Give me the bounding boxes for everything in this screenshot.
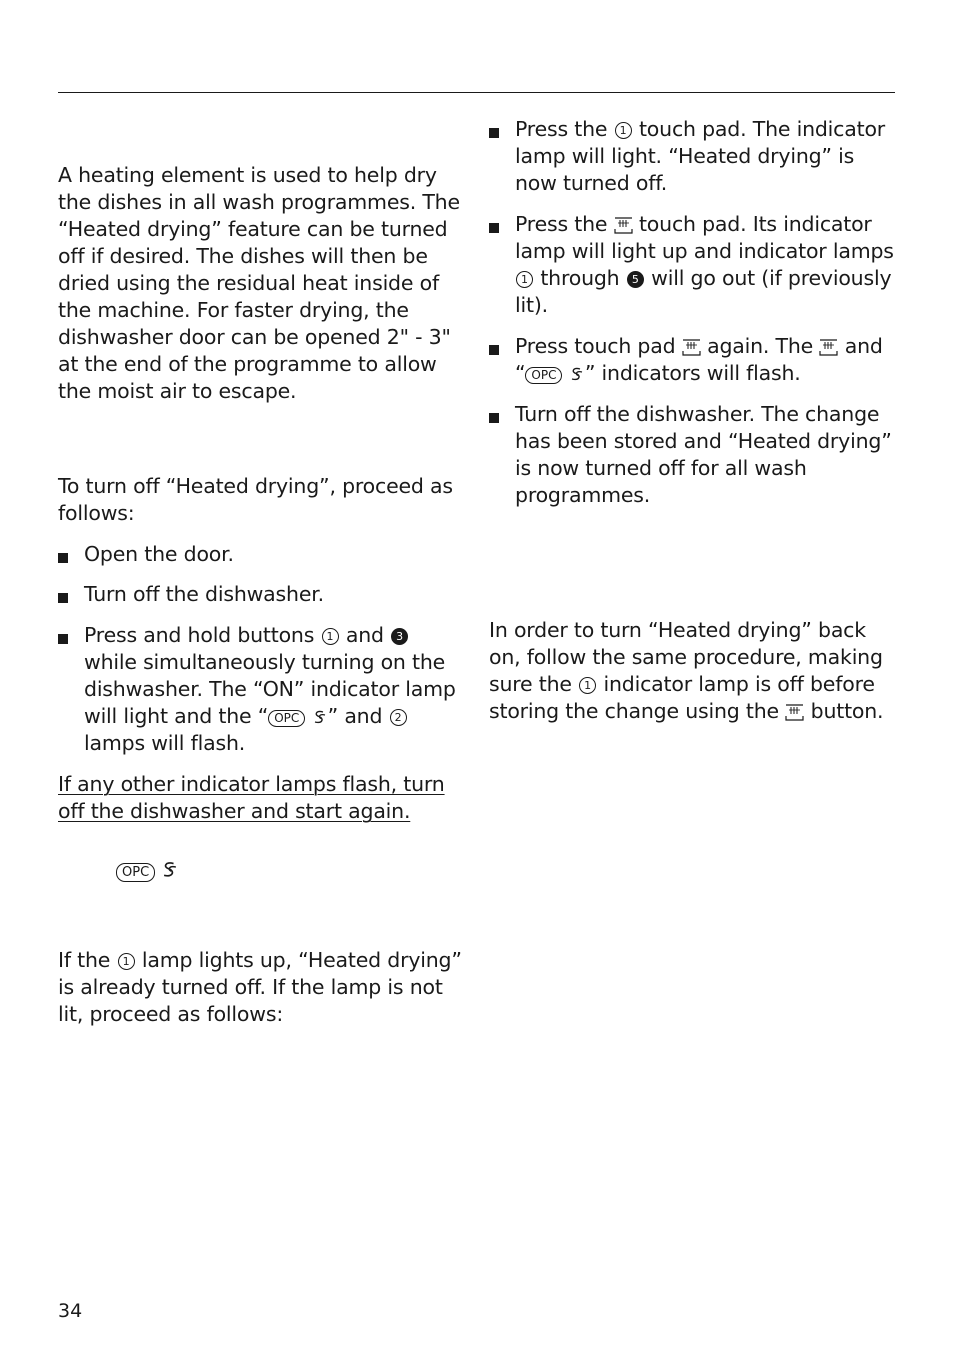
right-column [489,116,894,725]
store-program-icon [819,336,838,356]
store-program-icon [614,214,633,234]
swirl-icon [569,366,585,383]
step-turn-off-text: Turn off the dishwasher. [84,582,324,606]
swirl-icon [312,709,328,726]
back-on-text: In order to turn “Heated drying” back on, follow the same procedure, making sure the [489,618,883,696]
button-3-symbol: 3 [391,628,408,645]
step-text: ” indicators will flash. [584,361,801,385]
warning-note: If any other indicator lamps flash, turn off the dishwasher and start again. [58,772,445,823]
button-1-symbol: 1 [118,953,135,970]
step-text: ” and [327,704,383,728]
back-on-text: button. [810,699,884,723]
step-open-door-text: Open the door. [84,542,234,566]
lamp-check-text-b: lamp lights up, “Heated drying” is already turned off. If the lamp is not lit, proceed as follows: [58,948,462,1026]
opc-symbol-heading [116,860,180,882]
step-press-store [489,211,894,319]
step-text: while simultaneously turning on the dishwasher. The “ON” indicator lamp will light and the “ [84,650,456,728]
lamp-check-text-a: If the [58,948,111,972]
step-press-again [489,333,894,387]
button-2-symbol: 2 [390,709,407,726]
button-1-symbol: 1 [322,628,339,645]
button-1-symbol: 1 [579,677,596,694]
button-1-symbol: 1 [516,271,533,288]
button-1-symbol: 1 [615,122,632,139]
lamp-check-paragraph [58,947,468,1028]
step-turn-off-store [489,401,894,509]
proceed-paragraph: To turn off “Heated drying”, proceed as follows: [58,474,453,525]
opc-symbol: OPC [268,710,305,727]
step-text: and [345,623,384,647]
page-number: 34 [58,1300,83,1322]
step-turn-off [58,581,468,608]
store-program-icon [785,701,804,721]
step-press-hold [58,622,468,757]
swirl-icon [160,860,180,880]
store-program-icon [682,336,701,356]
intro-paragraph: A heating element is used to help dry the dishes in all wash programmes. The “Heated drying” feature can be turned off if desired. The dishes will then be dried using the residual heat inside of the machine. For faster drying, the dishwasher door can be opened 2" - 3" at the end of the programme to allow the moist air to escape. [58,163,460,403]
opc-symbol: OPC [116,863,155,882]
button-5-symbol: 5 [627,271,644,288]
step-text: touch pad. The indicator lamp will light. “Heated drying” is now turned off. [515,117,886,195]
step-open-door [58,541,468,568]
step-text: touch pad. Its indicator lamp will light up and indicator lamps [515,212,894,263]
step-text: Turn off the dishwasher. The change has been stored and “Heated drying” is now turned off for all wash programmes. [515,402,892,507]
step-text: lamps will flash. [84,731,246,755]
step-text: and “ [515,334,883,385]
step-text: through [540,266,620,290]
header-rule [58,92,895,93]
step-text: again. The [707,334,814,358]
step-text: Press the [515,212,608,236]
turn-back-on-paragraph [489,617,894,725]
back-on-text: indicator lamp is off before storing the change using the [489,672,875,723]
lamp-check-text [58,947,468,1028]
step-text: will go out (if previously lit). [515,266,892,317]
step-press-1 [489,116,894,197]
opc-symbol: OPC [525,367,562,384]
step-text: Press touch pad [515,334,676,358]
step-text: Press the [515,117,608,141]
left-column [58,162,468,825]
step-text: Press and hold buttons [84,623,315,647]
